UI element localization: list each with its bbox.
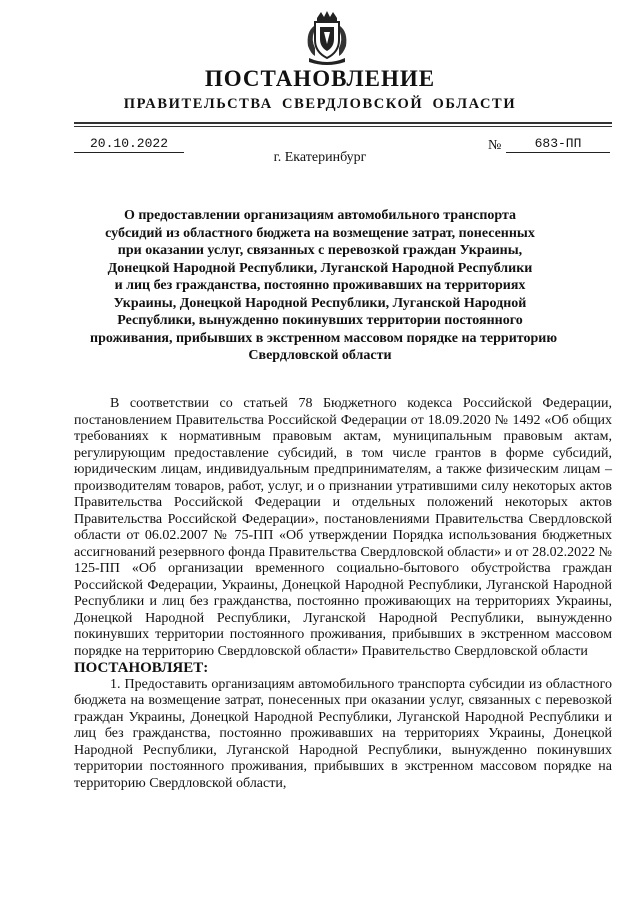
header-divider	[74, 122, 612, 124]
title-line: при оказании услуг, связанных с перевозкой граждан Украины,	[117, 243, 523, 258]
document-city: г. Екатеринбург	[273, 150, 367, 165]
document-number: 683-ПП	[506, 136, 610, 153]
issuing-authority: ПРАВИТЕЛЬСТВА СВЕРДЛОВСКОЙ ОБЛАСТИ	[123, 96, 517, 112]
title-line: О предоставлении организациям автомобильного транспорта	[123, 208, 517, 223]
title-line: Республики, вынужденно покинувших территории постоянного	[117, 313, 523, 328]
number-sign: №	[488, 138, 502, 153]
header-divider-thin	[74, 126, 612, 127]
document-type-heading: ПОСТАНОВЛЕНИЕ	[204, 66, 436, 91]
title-line: субсидий из областного бюджета на возмещение затрат, понесенных	[105, 225, 535, 241]
resolves-heading: ПОСТАНОВЛЯЕТ:	[74, 660, 209, 676]
preamble-paragraph: В соответствии со статьей 78 Бюджетного кодекса Российской Федерации, постановлением Правительства Российской Федерации от 18.09.2020 № 1492 «Об общих требованиях к нормативным правовым актам, муниципальным правовым актам, регулирующим предоставление субсидий, в том числе грантов в форме субсидий, юридическим лицам, индивидуальным предпринимателям, а также физическим лицам – производителям товаров, работ, услуг, и о признании утратившими силу некоторых актов Правительства Российской Федерации и отдельных положений некоторых актов Правительства Российской Федерации», постановлениями Правительства Свердловской области от 06.02.2007 № 75-ПП «Об утверждении Порядка использования бюджетных ассигнований резервного фонда Правительства Свердловской области» и от 28.02.2022 № 125-ПП «Об организации временного социально-бытового обустройства граждан Российской Федерации, Украины, Донецкой Народной Республики, Луганской Народной Республики и лиц без гражданства, постоянно проживающих на территориях Украины, Донецкой Народной Республики, Луганской Народной Республики, вынужденно покинувших территории постоянного проживания, прибывших в экстренном массовом порядке на территорию Свердловской области» Правительство Свердловской области	[74, 396, 612, 659]
item-1-paragraph: 1. Предоставить организациям автомобильного транспорта субсидии из областного бюджета на возмещение затрат, понесенных при оказании услуг, связанных с перевозкой граждан Украины, Донецкой Народной Республики, Луганской Народной Республики и лиц без гражданства, постоянно проживавших на территориях Украины, Донецкой Народной Республики, Луганской Народной Республики, вынужденно покинувших территории постоянного проживания, прибывших в экстренном массовом порядке на территорию Свердловской области,	[74, 676, 612, 791]
document-subject-title	[90, 207, 558, 365]
document-body	[74, 396, 612, 792]
title-line: и лиц без гражданства, постоянно проживавших на территориях	[114, 278, 526, 293]
title-line: Свердловской области	[248, 348, 392, 363]
document-date: 20.10.2022	[74, 136, 184, 153]
title-line: проживания, прибывших в экстренном массовом порядке на территорию	[90, 330, 558, 346]
title-line: Украины, Донецкой Народной Республики, Луганской Народной	[113, 295, 527, 311]
title-line: Донецкой Народной Республики, Луганской Народной Республики	[107, 260, 533, 276]
coat-of-arms-emblem	[303, 10, 351, 66]
